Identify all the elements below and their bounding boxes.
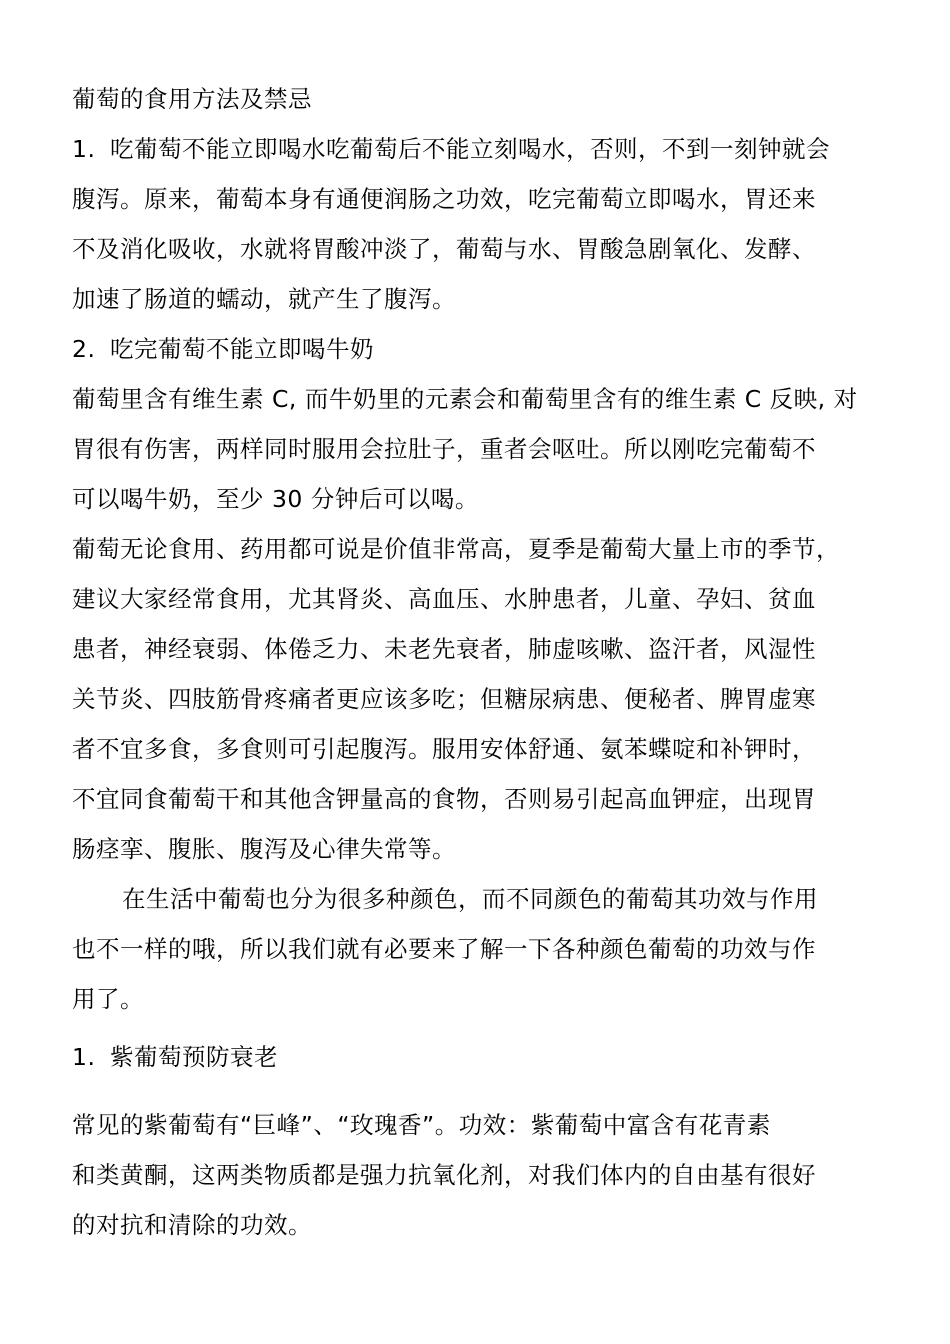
document-title: 葡萄的食用方法及禁忌 — [72, 85, 312, 113]
item-1-line: 腹泻。原来，葡萄本身有通便润肠之功效，吃完葡萄立即喝水，胃还来 — [72, 185, 816, 213]
section-1-heading-text: 紫葡萄预防衰老 — [110, 1043, 278, 1071]
item-2-line: 胃很有伤害，两样同时服用会拉肚子，重者会呕吐。所以刚吃完葡萄不 — [72, 435, 816, 463]
document-page — [72, 74, 892, 1250]
paragraph-line: 也不一样的哦，所以我们就有必要来了解一下各种颜色葡萄的功效与作 — [72, 935, 816, 963]
paragraph-line: 的对抗和清除的功效。 — [72, 1211, 312, 1239]
paragraph-line: 患者，神经衰弱、体倦乏力、未老先衰者，肺虚咳嗽、盗汗者，风湿性 — [72, 635, 816, 663]
item-2-number: 2. — [72, 335, 96, 363]
paragraph-4 — [72, 874, 892, 1024]
item-1 — [72, 124, 892, 324]
paragraph-line: 常见的紫葡萄有“巨峰”、“玫瑰香”。功效：紫葡萄中富含有花青素 — [72, 1111, 771, 1139]
item-1-text: 吃葡萄不能立即喝水吃葡萄后不能立刻喝水，否则，不到一刻钟就会 — [110, 135, 830, 163]
item-2-heading — [72, 324, 892, 374]
item-1-line — [72, 124, 892, 174]
paragraph-line: 者不宜多食，多食则可引起腹泻。服用安体舒通、氨苯蝶啶和补钾时， — [72, 735, 816, 763]
paragraph-line: 建议大家经常食用，尤其肾炎、高血压、水肿患者，儿童、孕妇、贫血 — [72, 585, 816, 613]
paragraph-line: 用了。 — [72, 985, 144, 1013]
item-2-heading-text: 吃完葡萄不能立即喝牛奶 — [110, 335, 374, 363]
section-1 — [72, 1032, 892, 1082]
section-1-heading — [72, 1032, 892, 1082]
paragraph-line: 不宜同食葡萄干和其他含钾量高的食物，否则易引起高血钾症，出现胃 — [72, 785, 816, 813]
item-2 — [72, 324, 892, 524]
paragraph-line: 在生活中葡萄也分为很多种颜色，而不同颜色的葡萄其功效与作用 — [122, 885, 818, 913]
item-1-number: 1. — [72, 135, 96, 163]
paragraph-line: 和类黄酮，这两类物质都是强力抗氧化剂，对我们体内的自由基有很好 — [72, 1161, 816, 1189]
paragraph-3 — [72, 524, 892, 874]
paragraph-line: 葡萄无论食用、药用都可说是价值非常高，夏季是葡萄大量上市的季节， — [72, 535, 840, 563]
section-1-number: 1. — [72, 1043, 96, 1071]
item-2-line: 可以喝牛奶，至少 30 分钟后可以喝。 — [72, 485, 479, 513]
paragraph-line: 关节炎、四肢筋骨疼痛者更应该多吃；但糖尿病患、便秘者、脾胃虚寒 — [72, 685, 816, 713]
paragraph-5 — [72, 1100, 892, 1250]
item-1-line: 加速了肠道的蠕动，就产生了腹泻。 — [72, 285, 456, 313]
item-1-line: 不及消化吸收，水就将胃酸冲淡了，葡萄与水、胃酸急剧氧化、发酵、 — [72, 235, 816, 263]
paragraph-line: 肠痉挛、腹胀、腹泻及心律失常等。 — [72, 835, 456, 863]
item-2-line: 葡萄里含有维生素 C, 而牛奶里的元素会和葡萄里含有的维生素 C 反映, 对 — [72, 385, 858, 413]
